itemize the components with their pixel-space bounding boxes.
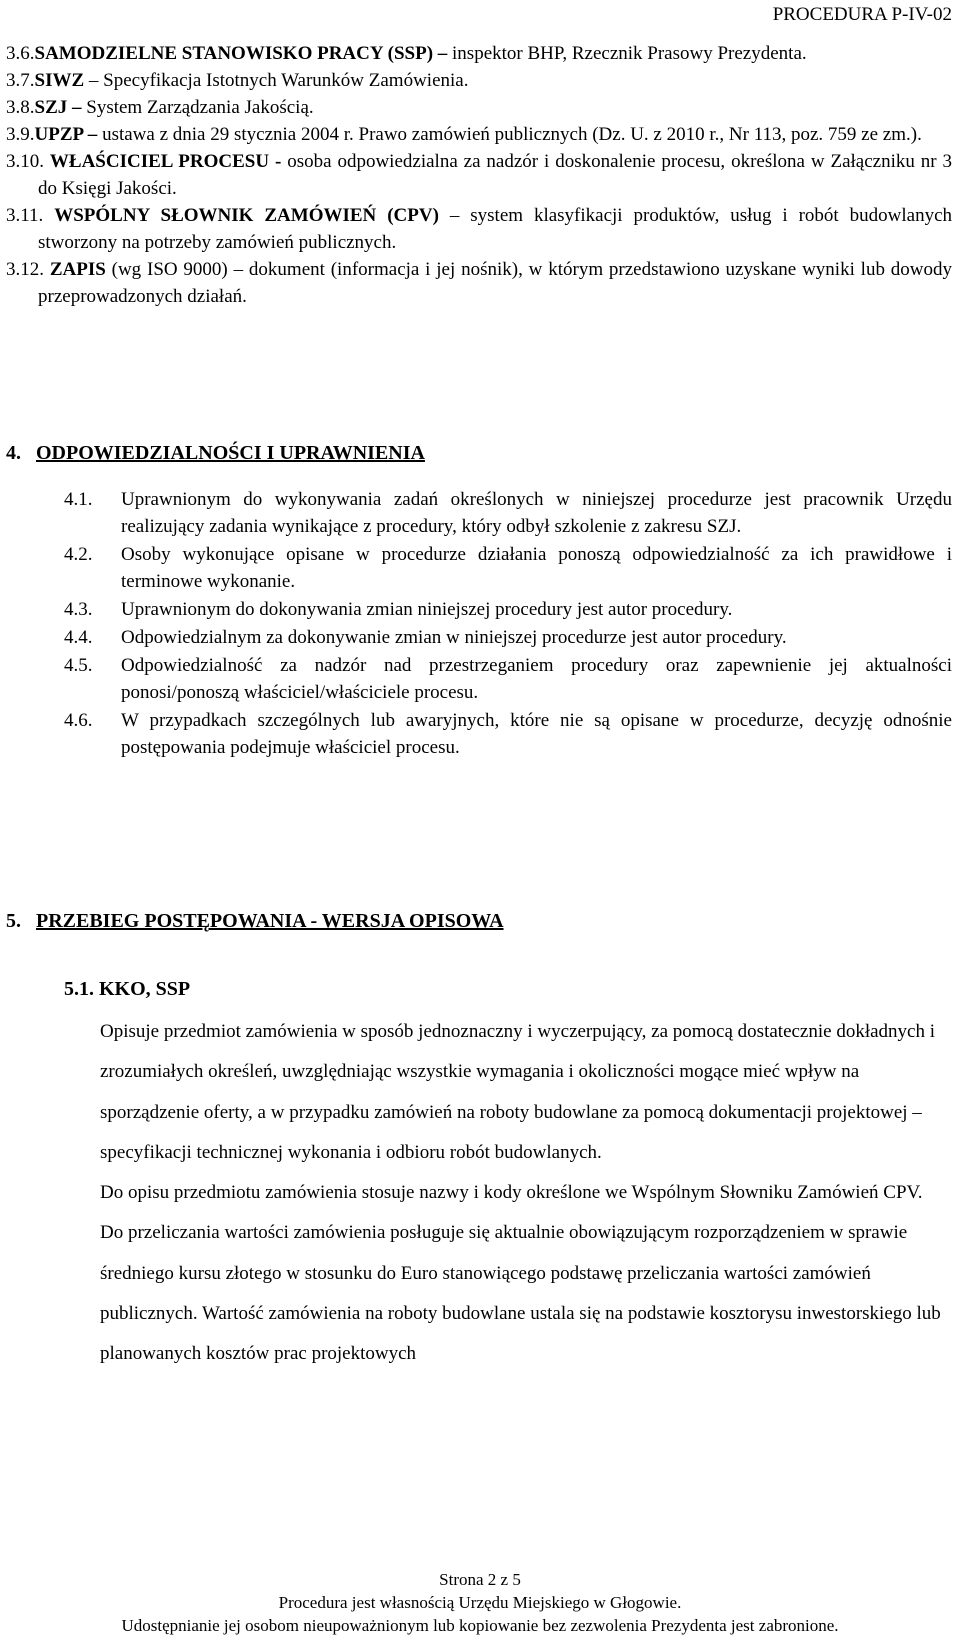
definition-3-6: 3.6.SAMODZIELNE STANOWISKO PRACY (SSP) – inspektor BHP, Rzecznik Prasowy Prezydenta. xyxy=(6,43,807,64)
subsection-5-1-body xyxy=(100,1012,950,1375)
definition-3-11: 3.11. WSPÓLNY SŁOWNIK ZAMÓWIEŃ (CPV) – system klasyfikacji produktów, usług i robót budowlanych stworzony na potrzeby zamówień publicznych. xyxy=(6,205,952,253)
list-item: 4.4. Odpowiedzialnym za dokonywanie zmian w niniejszej procedurze jest autor procedury. xyxy=(64,627,787,648)
list-item: 4.5. Odpowiedzialność za nadzór nad przestrzeganiem procedury oraz zapewnienie jej aktualności ponosi/ponoszą właściciel/właściciele procesu. xyxy=(64,655,952,703)
subsection-5-1-heading: 5.1. KKO, SSP xyxy=(64,978,191,1000)
section-5-heading: 5. PRZEBIEG POSTĘPOWANIA - WERSJA OPISOWA xyxy=(6,910,504,932)
definition-3-7: 3.7.SIWZ – Specyfikacja Istotnych Warunków Zamówienia. xyxy=(6,70,469,91)
ownership-note: Procedura jest własnością Urzędu Miejskiego w Głogowie. xyxy=(278,1593,682,1612)
section-4-list xyxy=(64,486,952,762)
definition-3-12: 3.12. ZAPIS (wg ISO 9000) – dokument (informacja i jej nośnik), w którym przedstawiono uzyskane wyniki lub dowody przeprowadzonych działań. xyxy=(6,259,952,307)
list-item: 4.6. W przypadkach szczególnych lub awaryjnych, które nie są opisane w procedurze, decyzję odnośnie postępowania podejmuje właściciel procesu. xyxy=(64,710,952,758)
definition-3-9: 3.9.UPZP – ustawa z dnia 29 stycznia 2004 r. Prawo zamówień publicznych (Dz. U. z 2010 r., Nr 113, poz. 759 ze zm.). xyxy=(6,124,922,145)
page-footer xyxy=(0,1568,960,1637)
paragraph: Opisuje przedmiot zamówienia w sposób jednoznaczny i wyczerpujący, za pomocą dostatecznie dokładnych i zrozumiałych określeń, uwzględniając wszystkie wymagania i okoliczności mogące mieć wpływ na sporządzenie oferty, a w przypadku zamówień na roboty budowlane za pomocą dokumentacji projektowej – specyfikacji technicznej wykonania i odbioru robót budowlanych. xyxy=(100,1021,935,1163)
section-4-heading: 4. ODPOWIEDZIALNOŚCI I UPRAWNIENIA xyxy=(6,442,425,464)
list-item: 4.2. Osoby wykonujące opisane w procedurze działania ponoszą odpowiedzialność za ich prawidłowe i terminowe wykonanie. xyxy=(64,544,952,592)
list-item: 4.1. Uprawnionym do wykonywania zadań określonych w niniejszej procedurze jest pracownik Urzędu realizujący zadania wynikające z procedury, który odbył szkolenie z zakresu SZJ. xyxy=(64,489,952,537)
copy-restriction-note: Udostępnianie jej osobom nieupoważnionym lub kopiowanie bez zezwolenia Prezydenta jest zabronione. xyxy=(121,1616,839,1635)
procedure-code: PROCEDURA P-IV-02 xyxy=(772,4,952,25)
paragraph: Do opisu przedmiotu zamówienia stosuje nazwy i kody określone we Wspólnym Słowniku Zamówień CPV. Do przeliczania wartości zamówienia posługuje się aktualnie obowiązującym rozporządzeniem w sprawie średniego kursu złotego w stosunku do Euro stanowiącego podstawę przeliczania wartości zamówień publicznych. Wartość zamówienia na roboty budowlane ustala się na podstawie kosztorysu inwestorskiego lub planowanych kosztów prac projektowych xyxy=(100,1182,941,1365)
list-item: 4.3. Uprawnionym do dokonywania zmian niniejszej procedury jest autor procedury. xyxy=(64,599,733,620)
definitions-list xyxy=(6,40,952,310)
definition-3-8: 3.8.SZJ – System Zarządzania Jakością. xyxy=(6,97,314,118)
definition-3-10: 3.10. WŁAŚCICIEL PROCESU - osoba odpowiedzialna za nadzór i doskonalenie procesu, określona w Załączniku nr 3 do Księgi Jakości. xyxy=(6,151,953,199)
page-number: Strona 2 z 5 xyxy=(439,1570,521,1589)
